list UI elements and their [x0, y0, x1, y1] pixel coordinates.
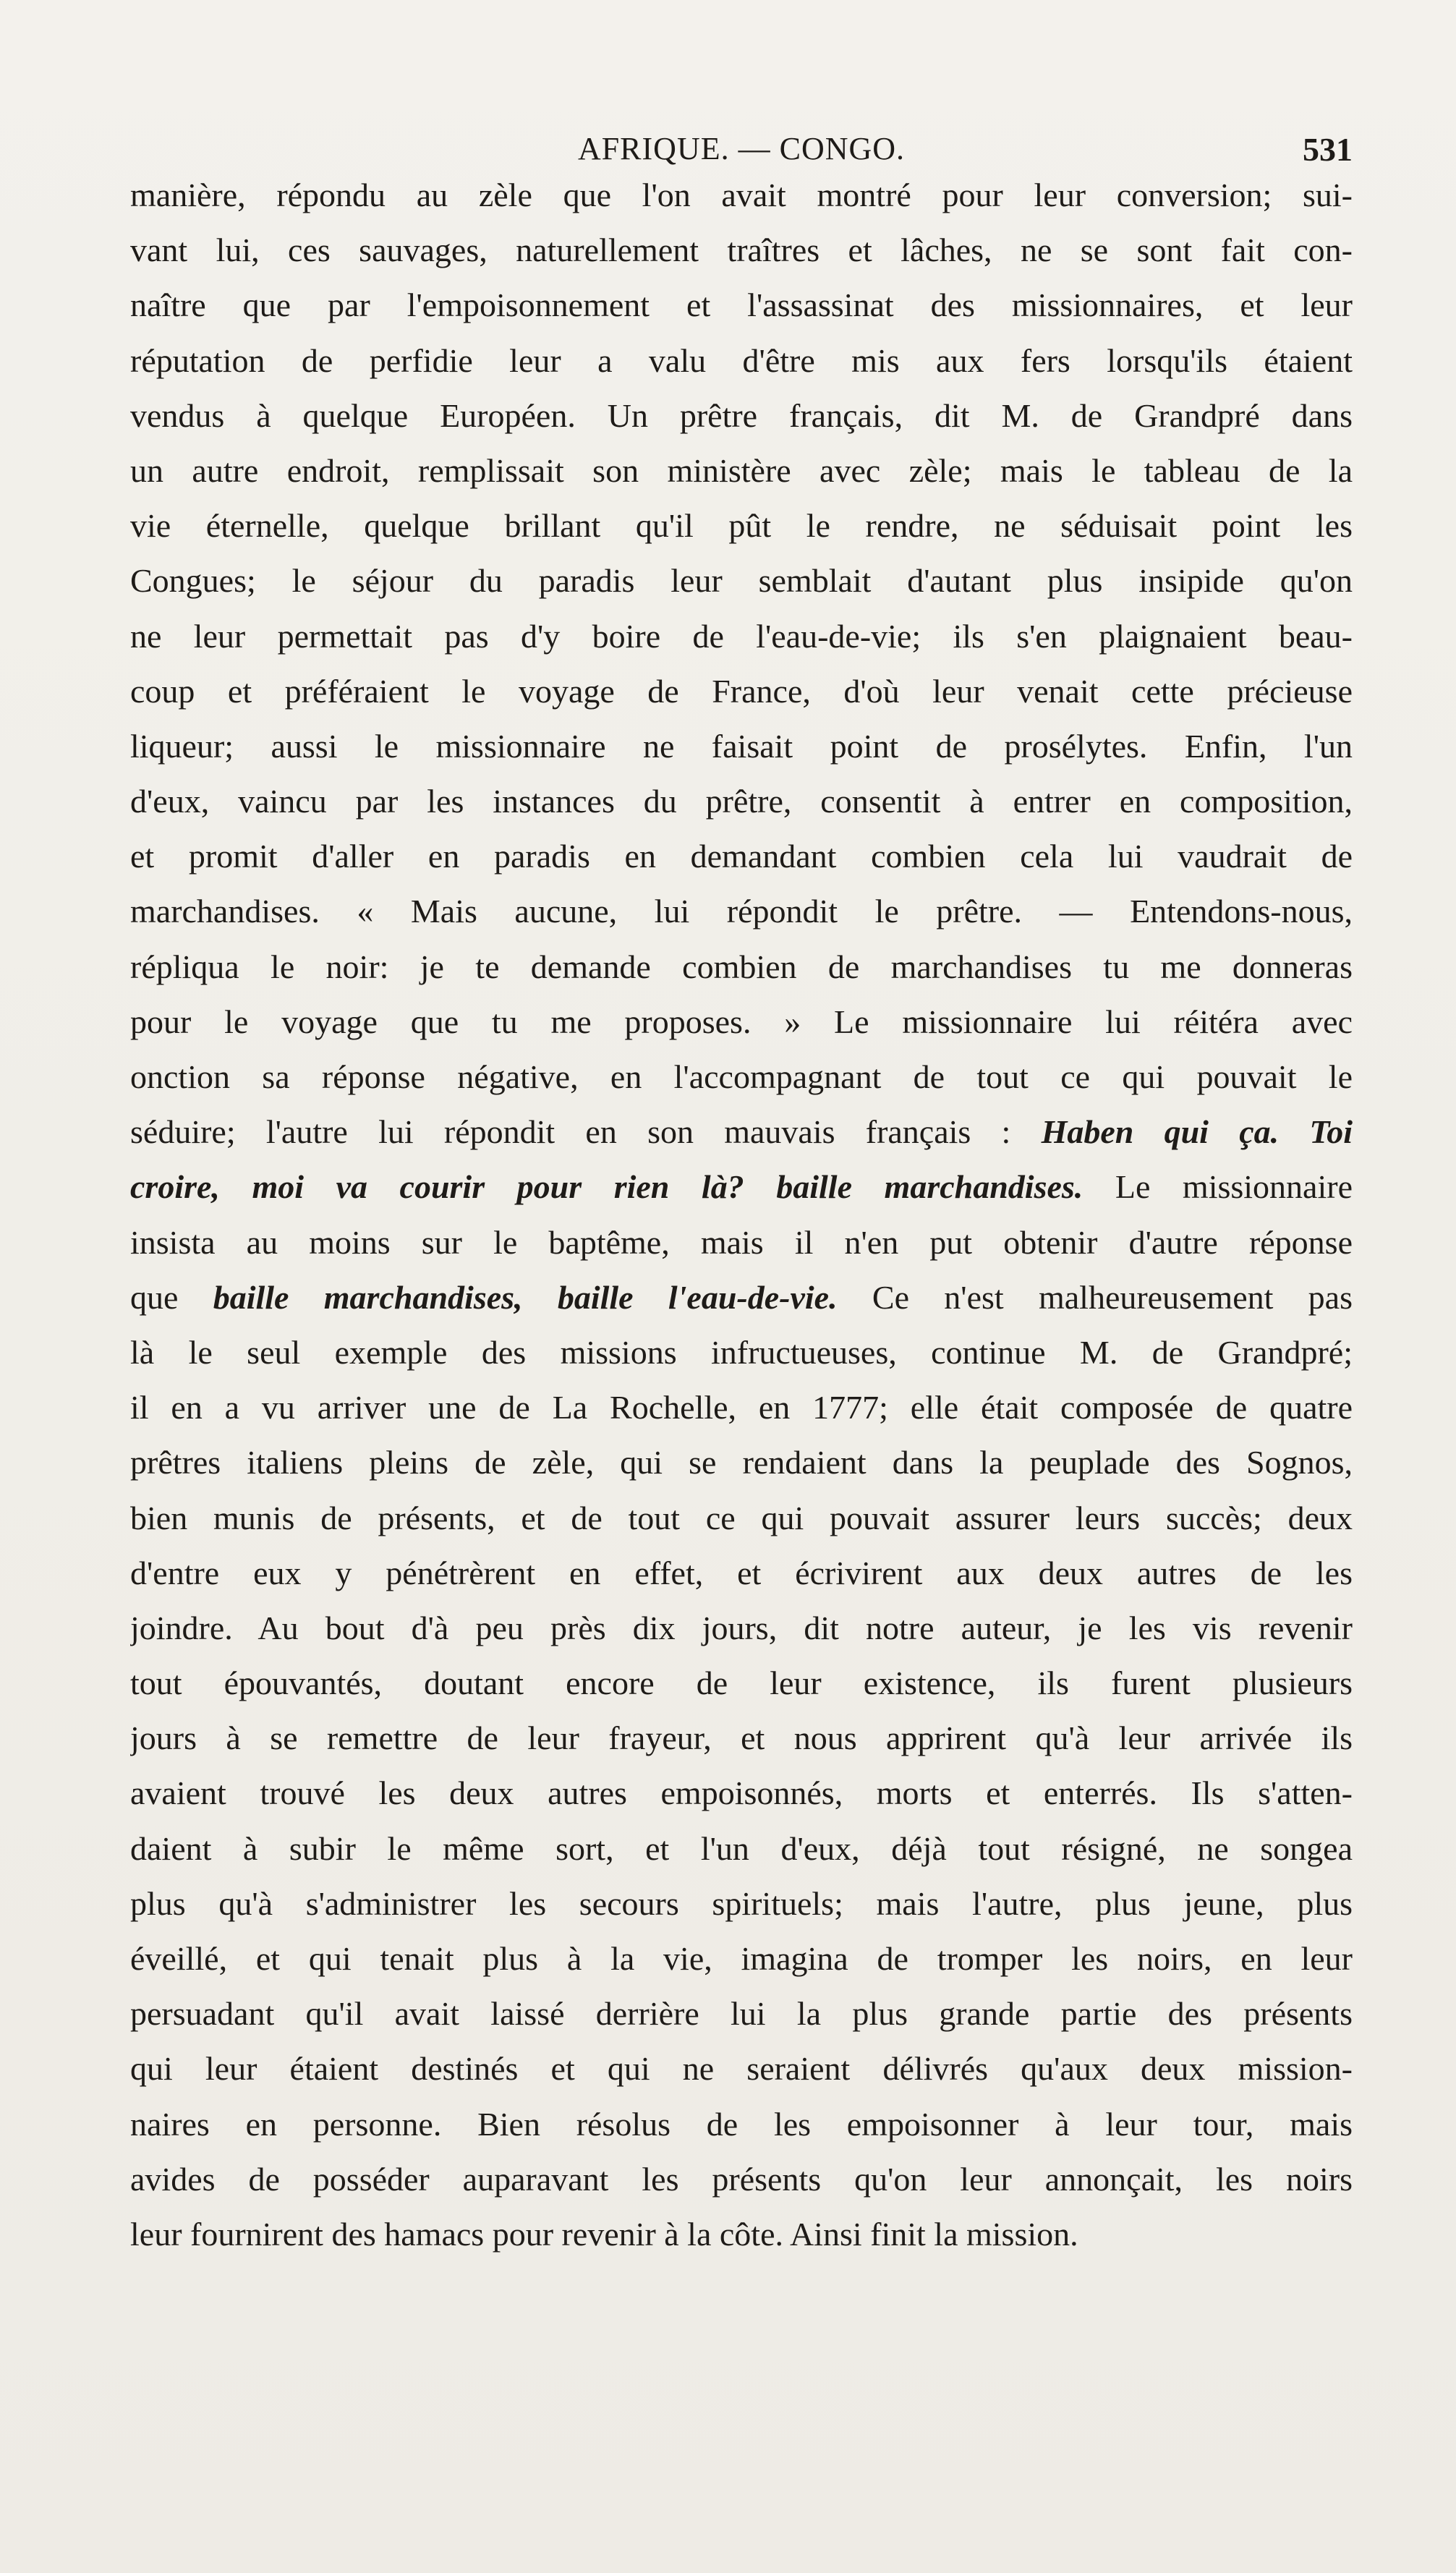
- text-line: [130, 1601, 1353, 1656]
- page-number: 531: [1303, 131, 1353, 168]
- text-run: naître que par l'empoisonnement et l'assassinat des missionnaires, et leur: [130, 286, 1353, 324]
- text-line: [130, 443, 1353, 498]
- text-run: daient à subir le même sort, et l'un d'eux, déjà tout résigné, ne songea: [130, 1829, 1353, 1867]
- text-line: [130, 1491, 1353, 1546]
- text-line: [130, 1711, 1353, 1766]
- body-paragraph: [130, 168, 1353, 2262]
- text-run: éveillé, et qui tenait plus à la vie, imagina de tromper les noirs, en leur: [130, 1940, 1353, 1977]
- text-run: Ce n'est malheureusement pas: [837, 1278, 1353, 1316]
- text-run: joindre. Au bout d'à peu près dix jours, dit notre auteur, je les vis revenir: [130, 1609, 1353, 1646]
- text-run: jours à se remettre de leur frayeur, et nous apprirent qu'à leur arrivée ils: [130, 1719, 1353, 1757]
- text-line: [130, 1050, 1353, 1105]
- text-line: [130, 774, 1353, 829]
- text-line: [130, 2041, 1353, 2096]
- text-line: [130, 168, 1353, 223]
- text-line: [130, 1325, 1353, 1380]
- text-run: insista au moins sur le baptême, mais il n'en put obtenir d'autre réponse: [130, 1223, 1353, 1261]
- text-run: avides de posséder auparavant les présents qu'on leur annonçait, les noirs: [130, 2160, 1353, 2198]
- text-run: vant lui, ces sauvages, naturellement traîtres et lâches, ne se sont fait con-: [130, 231, 1353, 269]
- text-line: [130, 553, 1353, 608]
- text-run: d'entre eux y pénétrèrent en effet, et écrivirent aux deux autres de les: [130, 1554, 1353, 1591]
- text-run: vendus à quelque Européen. Un prêtre français, dit M. de Grandpré dans: [130, 396, 1353, 434]
- text-run: onction sa réponse négative, en l'accompagnant de tout ce qui pouvait le: [130, 1058, 1353, 1095]
- text-run: un autre endroit, remplissait son ministère avec zèle; mais le tableau de la: [130, 451, 1353, 489]
- text-line: [130, 2207, 1353, 2262]
- text-line: [130, 1546, 1353, 1601]
- text-run: il en a vu arriver une de La Rochelle, en 1777; elle était composée de quatre: [130, 1389, 1353, 1426]
- text-line: [130, 498, 1353, 553]
- text-run: Congues; le séjour du paradis leur semblait d'autant plus insipide qu'on: [130, 562, 1353, 600]
- text-run: et promit d'aller en paradis en demandant combien cela lui vaudrait de: [130, 838, 1353, 875]
- text-run: ne leur permettait pas d'y boire de l'eau-de-vie; ils s'en plaignaient beau-: [130, 617, 1353, 655]
- text-line: [130, 940, 1353, 995]
- text-run: manière, répondu au zèle que l'on avait montré pour leur conversion; sui-: [130, 177, 1353, 213]
- text-line: [130, 1986, 1353, 2041]
- text-line: [130, 1215, 1353, 1270]
- text-run: répliqua le noir: je te demande combien de marchandises tu me donneras: [130, 948, 1353, 985]
- italic-text: baille marchandises, baille l'eau-de-vie.: [213, 1278, 838, 1316]
- text-line: [130, 1160, 1353, 1215]
- text-line: [130, 1380, 1353, 1435]
- text-line: [130, 719, 1353, 774]
- text-run: avaient trouvé les deux autres empoisonnés, morts et enterrés. Ils s'atten-: [130, 1774, 1353, 1812]
- text-run: naires en personne. Bien résolus de les empoisonner à leur tour, mais: [130, 2105, 1353, 2143]
- text-run: vie éternelle, quelque brillant qu'il pût le rendre, ne séduisait point les: [130, 507, 1353, 545]
- text-run: plus qu'à s'administrer les secours spirituels; mais l'autre, plus jeune, plus: [130, 1884, 1353, 1922]
- text-line: [130, 664, 1353, 719]
- text-line: [130, 223, 1353, 278]
- text-line: [130, 278, 1353, 333]
- italic-text: croire, moi va courir pour rien là? baille marchandises.: [130, 1168, 1084, 1206]
- text-run: persuadant qu'il avait laissé derrière lui la plus grande partie des présents: [130, 1995, 1353, 2033]
- text-run: là le seul exemple des missions infructueuses, continue M. de Grandpré;: [130, 1333, 1353, 1371]
- text-run: séduire; l'autre lui répondit en son mauvais français :: [130, 1113, 1042, 1151]
- text-run: coup et préféraient le voyage de France, d'où leur venait cette précieuse: [130, 672, 1353, 710]
- text-line: [130, 829, 1353, 884]
- text-run: que: [130, 1278, 213, 1316]
- text-line: [130, 1105, 1353, 1160]
- text-line: [130, 333, 1353, 388]
- text-line: [130, 1821, 1353, 1876]
- text-run: marchandises. « Mais aucune, lui répondit le prêtre. — Entendons-nous,: [130, 893, 1353, 930]
- text-line: [130, 1435, 1353, 1490]
- italic-text: Haben qui ça. Toi: [1041, 1113, 1353, 1151]
- text-run: liqueur; aussi le missionnaire ne faisait point de prosélytes. Enfin, l'un: [130, 727, 1353, 765]
- text-run: pour le voyage que tu me proposes. » Le missionnaire lui réitéra avec: [130, 1003, 1353, 1040]
- text-run: d'eux, vaincu par les instances du prêtre, consentit à entrer en composition,: [130, 783, 1353, 820]
- text-line: [130, 1766, 1353, 1821]
- text-run: Le missionnaire: [1083, 1168, 1353, 1206]
- text-line: [130, 609, 1353, 664]
- text-line: [130, 388, 1353, 443]
- text-line: [130, 1656, 1353, 1711]
- text-line: [130, 884, 1353, 939]
- text-line: [130, 1931, 1353, 1986]
- text-line: [130, 995, 1353, 1050]
- running-title: AFRIQUE. — CONGO.: [577, 131, 906, 166]
- text-run: bien munis de présents, et de tout ce qui pouvait assurer leurs succès; deux: [130, 1499, 1353, 1536]
- text-run: qui leur étaient destinés et qui ne seraient délivrés qu'aux deux mission-: [130, 2050, 1353, 2088]
- text-run: tout épouvantés, doutant encore de leur existence, ils furent plusieurs: [130, 1664, 1353, 1702]
- text-run: réputation de perfidie leur a valu d'être mis aux fers lorsqu'ils étaient: [130, 341, 1353, 379]
- text-run: prêtres italiens pleins de zèle, qui se rendaient dans la peuplade des Sognos,: [130, 1444, 1353, 1481]
- text-line: [130, 2152, 1353, 2207]
- text-line: [130, 1876, 1353, 1931]
- text-run: leur fournirent des hamacs pour revenir à la côte. Ainsi finit la mission.: [130, 2215, 1078, 2253]
- text-line: [130, 2097, 1353, 2152]
- text-line: [130, 1270, 1353, 1325]
